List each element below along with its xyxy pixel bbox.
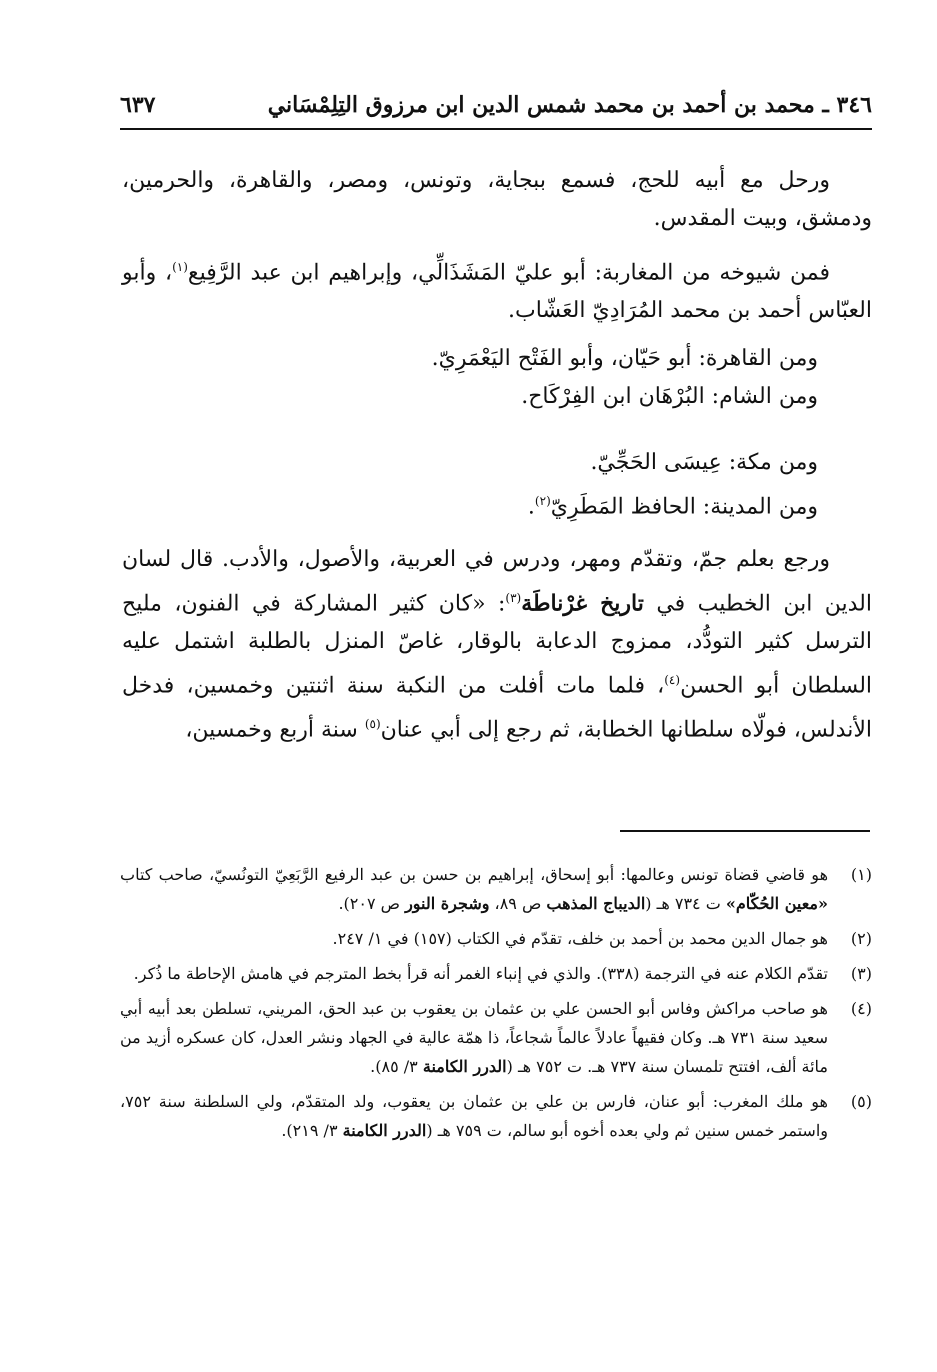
footnote-3 (120, 959, 872, 988)
line-medina-teachers: ومن المدينة: الحافظ المَطَرِيّ$^{(٢)}$. (527, 494, 818, 520)
main-text (122, 162, 872, 760)
line-cairo-teachers: ومن القاهرة: أبو حَيّان، وأبو الفَتْح اليَعْمَرِيّ. (431, 346, 818, 372)
footnote-ref-2[interactable]: (٢) (534, 494, 551, 509)
paragraph-return: ورجع بعلم جمّ، وتقدّم ومهر، ودرس في العربية، والأصول، والأدب. قال لسان الدين ابن الخطيب في تاريخ غرْناطَة$^{(٣)}$: «كان كثير المشاركة في الفنون، مليح الترسل كثير التودُّد، ممزوج الدعابة بالوقار، غاصّ المنزل بالطلبة اشتمل عليه السلطان أبو الحسن$^{(٤)}$، فلما مات أفلت من النكبة سنة اثنتين وخمسين، فدخل الأندلس، فولّاه سلطانها الخطابة، ثم رجع إلى أبي عنان$^{(٥)}$ سنة أربع وخمسين، (122, 546, 873, 743)
header-divider (120, 128, 872, 130)
footnote-1 (120, 860, 872, 918)
footnote-text: تقدّم الكلام عنه في الترجمة (٣٣٨). والذي في إنباء الغمر أنه قرأ بخط المترجم في هامش الإحاطة ما ذُكر. (133, 964, 828, 983)
footnote-number: (٥) (850, 1092, 872, 1111)
footnote-ref-1[interactable]: (١) (172, 260, 188, 274)
footnote-text: هو ملك المغرب: أبو عنان، فارس بن علي بن عثمان بن يعقوب، ولد المتقدّم، ولي السلطنة سنة ٧٥٢، واستمر خمس سنين ثم ولي بعده أخوه أبو سالم، ت ٧٥٩ هـ (الدرر الكامنة ٣/ ٢١٩). (120, 1092, 828, 1140)
footnote-ref-3[interactable]: (٣) (505, 590, 522, 605)
footnote-ref-4[interactable]: (٤) (664, 672, 681, 687)
paragraph-maghreb-teachers: فمن شيوخه من المغاربة: أبو عليّ المَشَذَالِّي، وإبراهيم ابن عبد الرَّفِيع$^{(١)}$، وأبو العبّاس أحمد بن محمد المُرَادِيّ العَشّاب. (122, 260, 872, 324)
footnote-number: (١) (850, 865, 872, 884)
footnote-4 (120, 994, 872, 1081)
page-number: ٦٣٧ (120, 92, 156, 118)
footnote-number: (٣) (850, 964, 872, 983)
footnote-text: هو قاضي قضاة تونس وعالمها: أبو إسحاق، إبراهيم بن حسن بن عبد الرفيع الرَّبَعِيّ التونُسيّ، صاحب كتاب «معين الحُكّام» ت ٧٣٤ هـ (الديباج المذهب ص ٨٩، وشجرة النور ص ٢٠٧). (120, 865, 828, 913)
footnote-divider (620, 830, 870, 832)
paragraph-travels: ورحل مع أبيه للحج، فسمع ببجاية، وتونس، ومصر، والقاهرة، والحرمين، ودمشق، وبيت المقدس. (122, 168, 872, 231)
footnote-text: هو صاحب مراكش وفاس أبو الحسن علي بن عثمان بن يعقوب بن عبد الحق، المريني، تسلطن بعد أبيه أبي سعيد سنة ٧٣١ هـ. وكان فقيهاً عادلاً عالماً شجاعاً، ذا همّة عالية في الجهاد ونشر العدل، كان عسكره أزيد من مائة ألف، افتتح تلمسان سنة ٧٣٧ هـ. ت ٧٥٢ هـ (الدرر الكامنة ٣/ ٨٥). (120, 999, 828, 1076)
spacer (122, 416, 872, 444)
footnote-5 (120, 1087, 872, 1145)
footnote-2 (120, 924, 872, 953)
line-sham-teachers: ومن الشام: البُرْهَان ابن الفِرْكَاح. (521, 384, 818, 410)
line-mecca-teachers: ومن مكة: عِيسَى الحَجِّيّ. (590, 450, 818, 476)
running-header (120, 88, 872, 122)
footnote-number: (٤) (850, 999, 872, 1018)
footnotes (120, 860, 872, 1151)
footnote-ref-5[interactable]: (٥) (364, 717, 381, 732)
footnote-number: (٢) (850, 929, 872, 948)
book-title-gharnata: تاريخ غرْناطَة (521, 589, 644, 616)
footnote-text: هو جمال الدين محمد بن أحمد بن خلف، تقدّم في الكتاب (١٥٧) في ١/ ٢٤٧. (332, 929, 828, 948)
chapter-title: ٣٤٦ ـ محمد بن أحمد بن محمد شمس الدين ابن مرزوق التِلِمْسَاني (267, 92, 872, 118)
